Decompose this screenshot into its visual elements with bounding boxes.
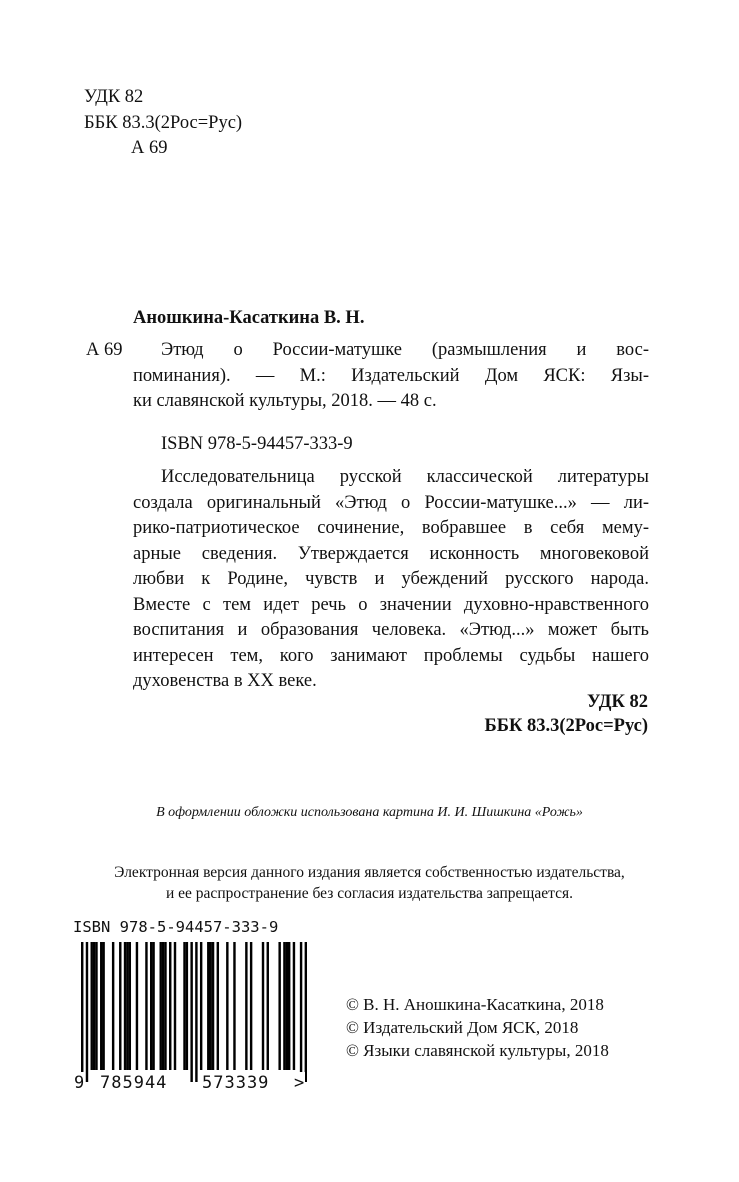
electronic-notice-line2: и ее распространение без согласия издательства запрещается. <box>166 885 573 902</box>
barcode-bar <box>169 942 171 1070</box>
barcode-bar <box>283 942 285 1070</box>
annotation-line: интересен тем, кого занимают проблемы судьбы нашего <box>133 645 649 666</box>
catalog-mark: А 69 <box>86 340 123 360</box>
annotation-line: арные сведения. Утверждается исконность многовековой <box>133 543 649 564</box>
barcode-bar <box>102 942 104 1070</box>
catalog-title-line: Этюд о России-матушке (размышления и вос- <box>161 340 649 360</box>
barcode-guard-bar <box>86 942 88 1082</box>
barcode-guard-bar <box>190 942 192 1082</box>
barcode-bars <box>81 942 307 1082</box>
barcode-bar <box>119 942 121 1070</box>
barcode-bar <box>93 942 95 1070</box>
barcode-bar <box>212 942 214 1070</box>
barcode-left-group: 785944 <box>100 1073 168 1093</box>
annotation-line: создала оригинальный «Этюд о России-матушке...» — ли- <box>133 492 649 513</box>
barcode-bar <box>164 942 166 1070</box>
copyright-block <box>346 993 609 1062</box>
barcode-right-group: 573339 <box>202 1073 270 1093</box>
annotation-line: Вместе с тем идет речь о значении духовно-нравственного <box>133 594 649 615</box>
barcode-bar <box>124 942 126 1070</box>
catalog-title-line: поминания). — М.: Издательский Дом ЯСК: Язы- <box>133 365 649 386</box>
annotation-line: воспитания и образования человека. «Этюд...» может быть <box>133 620 649 640</box>
barcode-bar <box>200 942 202 1070</box>
barcode-bar <box>278 942 280 1070</box>
barcode-bar <box>233 942 235 1070</box>
barcode-bar <box>288 942 290 1070</box>
barcode-guard-bar <box>300 942 302 1082</box>
catalog-author: Аношкина-Касаткина В. Н. <box>133 308 365 328</box>
barcode-bar <box>112 942 114 1070</box>
catalog-isbn: ISBN 978-5-94457-333-9 <box>161 434 353 454</box>
barcode-first-digit: 9 <box>74 1073 85 1093</box>
barcode-bar <box>183 942 185 1070</box>
barcode-bar <box>250 942 252 1070</box>
barcode-bar <box>160 942 162 1070</box>
bbk-code: ББК 83.3(2Рос=Рус) <box>84 113 243 133</box>
barcode-guard-bar <box>81 942 83 1082</box>
udk-code: УДК 82 <box>84 87 144 107</box>
barcode-bar <box>162 942 164 1070</box>
barcode-bar <box>186 942 188 1070</box>
barcode-bar <box>267 942 269 1070</box>
barcode-bar <box>286 942 288 1070</box>
annotation-line: духовенства в XX веке. <box>133 671 317 691</box>
barcode-guard-bar <box>195 942 197 1082</box>
barcode <box>73 918 313 1096</box>
barcode-bar <box>152 942 154 1070</box>
catalog-title-line: ки славянской культуры, 2018. — 48 с. <box>133 391 437 411</box>
cover-note: В оформлении обложки использована картина И. И. Шишкина «Рожь» <box>156 805 583 820</box>
barcode-bar <box>226 942 228 1070</box>
catalog-title <box>133 338 649 415</box>
annotation-udk: УДК 82 <box>587 692 648 712</box>
annotation-bbk: ББК 83.3(2Рос=Рус) <box>484 716 648 736</box>
barcode-bar <box>129 942 131 1070</box>
barcode-bar <box>207 942 209 1070</box>
barcode-bar <box>91 942 93 1070</box>
annotation-paragraph <box>133 465 649 695</box>
barcode-bar <box>209 942 211 1070</box>
barcode-bar <box>150 942 152 1070</box>
barcode-bar <box>145 942 147 1070</box>
barcode-bar <box>136 942 138 1070</box>
barcode-quiet-mark: > <box>294 1073 305 1093</box>
annotation-line: любви к Родине, чувств и убеждений русского народа. <box>133 569 649 589</box>
electronic-notice-line1: Электронная версия данного издания является собственностью издательства, <box>114 864 625 881</box>
annotation-line: Исследовательница русской классической литературы <box>161 467 649 487</box>
barcode-bar <box>126 942 128 1070</box>
barcode-bar <box>100 942 102 1070</box>
copyright-publisher: © Издательский Дом ЯСК, 2018 <box>346 1018 579 1037</box>
annotation-line: рико-патриотическое сочинение, вобравшее в себя мему- <box>133 518 649 538</box>
author-mark: А 69 <box>131 138 168 158</box>
copyright-author: © В. Н. Аношкина-Касаткина, 2018 <box>346 995 604 1014</box>
barcode-bar <box>245 942 247 1070</box>
barcode-bar <box>217 942 219 1070</box>
barcode-isbn-label: ISBN 978-5-94457-333-9 <box>73 918 279 936</box>
barcode-bar <box>174 942 176 1070</box>
barcode-bar <box>262 942 264 1070</box>
barcode-bar <box>95 942 97 1070</box>
barcode-bar <box>293 942 295 1070</box>
copyright-languages: © Языки славянской культуры, 2018 <box>346 1041 609 1060</box>
barcode-guard-bar <box>305 942 307 1082</box>
